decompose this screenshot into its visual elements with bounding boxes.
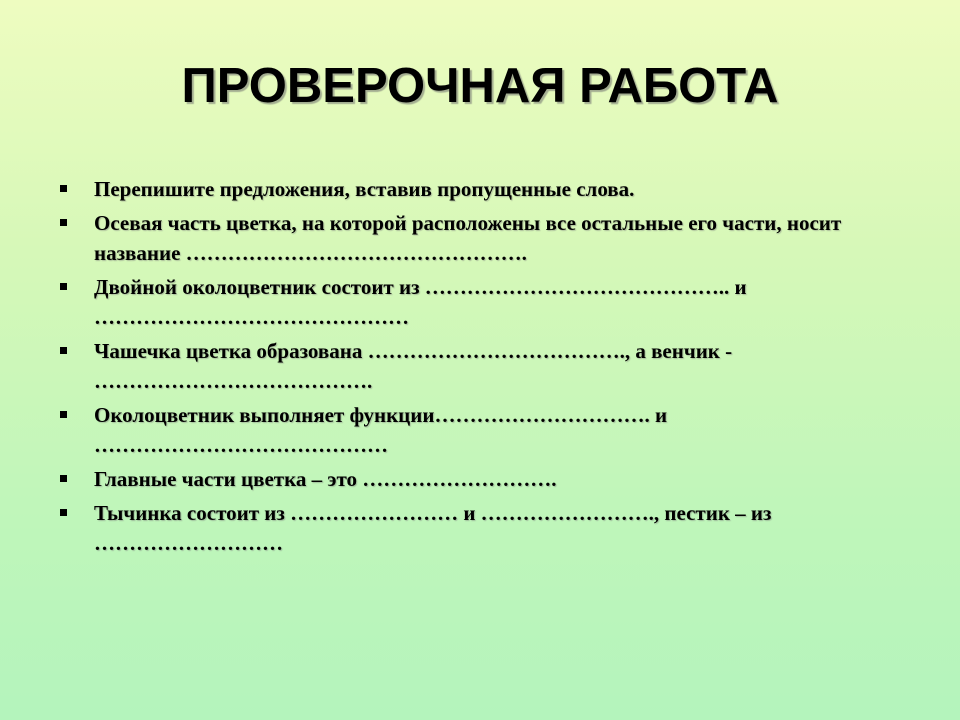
square-bullet-icon bbox=[60, 475, 67, 482]
list-item-text: Перепишите предложения, вставив пропущенные слова. bbox=[94, 177, 635, 201]
square-bullet-icon bbox=[60, 219, 67, 226]
list-item-text: Осевая часть цветка, на которой расположены все остальные его части, носит название …………………………………………. bbox=[94, 211, 842, 265]
square-bullet-icon bbox=[60, 509, 67, 516]
list-item-text: Околоцветник выполняет функции…………………………. и …………………………………… bbox=[94, 403, 668, 457]
list-item-text: Главные части цветка – это ………………………. bbox=[94, 467, 557, 491]
square-bullet-icon bbox=[60, 411, 67, 418]
list-item bbox=[58, 174, 908, 204]
bullet-list bbox=[58, 174, 908, 562]
square-bullet-icon bbox=[60, 185, 67, 192]
list-item bbox=[58, 400, 908, 460]
list-item bbox=[58, 498, 908, 558]
slide-title: ПРОВЕРОЧНАЯ РАБОТА bbox=[181, 59, 779, 113]
list-item bbox=[58, 208, 908, 268]
list-item-text: Тычинка состоит из …………………… и ……………………., пестик – из ……………………… bbox=[94, 501, 772, 555]
list-item bbox=[58, 336, 908, 396]
square-bullet-icon bbox=[60, 347, 67, 354]
square-bullet-icon bbox=[60, 283, 67, 290]
list-item-text: Чашечка цветка образована ………………………………., а венчик - …………………………………. bbox=[94, 339, 733, 393]
list-item-text: Двойной околоцветник состоит из …………………………………….. и ……………………………………… bbox=[94, 275, 747, 329]
list-item bbox=[58, 464, 908, 494]
list-item bbox=[58, 272, 908, 332]
